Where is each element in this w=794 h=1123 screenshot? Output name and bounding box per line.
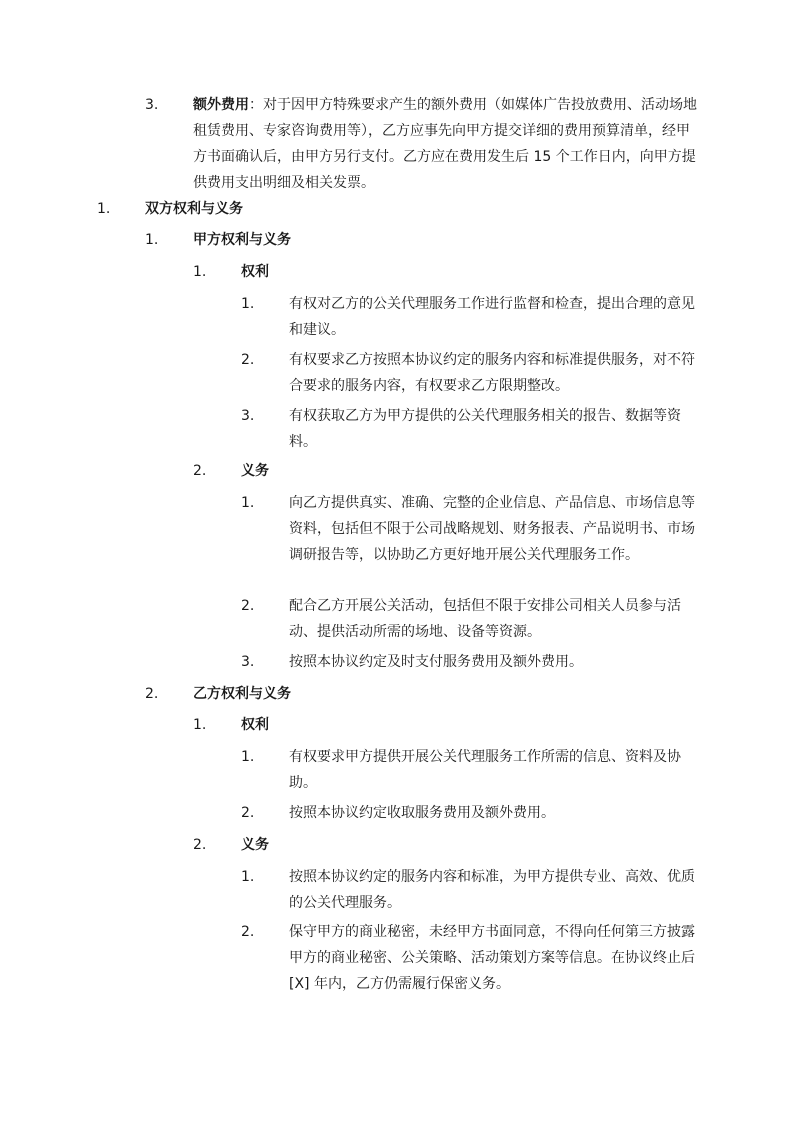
list-number: 1.: [97, 201, 111, 217]
list-number: 1.: [241, 869, 255, 885]
obligations-title: 义务: [241, 463, 269, 479]
rights-title: 权利: [241, 717, 269, 733]
list-number: 1.: [241, 495, 255, 511]
list-number: 2.: [241, 805, 255, 821]
list-number: 2.: [145, 686, 159, 702]
list-item-text: 按照本协议约定及时支付服务费用及额外费用。: [289, 654, 583, 670]
list-number: 3.: [145, 97, 159, 113]
list-number: 1.: [193, 264, 207, 280]
list-number: 3.: [241, 408, 255, 424]
rights-title: 权利: [241, 264, 269, 280]
list-number: 2.: [193, 837, 207, 853]
obligations-title: 义务: [241, 837, 269, 853]
list-item-text: 按照本协议约定收取服务费用及额外费用。: [289, 805, 555, 821]
list-number: 1.: [145, 232, 159, 248]
clause-title: 额外费用: [193, 97, 249, 113]
list-number: 2.: [241, 924, 255, 940]
list-item-text: 配合乙方开展公关活动，包括但不限于安排公司相关人员参与活动、提供活动所需的场地、设备等资源。: [289, 598, 681, 640]
list-number: 2.: [241, 352, 255, 368]
list-item-text: 有权要求甲方提供开展公关代理服务工作所需的信息、资料及协助。: [289, 749, 681, 791]
clause-text: [193, 92, 701, 196]
list-number: 1.: [241, 749, 255, 765]
list-number: 2.: [241, 598, 255, 614]
list-number: 2.: [193, 463, 207, 479]
party-b-title: 乙方权利与义务: [193, 686, 291, 702]
section-title: 双方权利与义务: [145, 201, 243, 217]
list-item-text: 保守甲方的商业秘密，未经甲方书面同意，不得向任何第三方披露甲方的商业秘密、公关策略、活动策划方案等信息。在协议终止后 [X] 年内，乙方仍需履行保密义务。: [289, 924, 695, 992]
list-item-text: 有权对乙方的公关代理服务工作进行监督和检查，提出合理的意见和建议。: [289, 296, 695, 338]
list-item-text: 按照本协议约定的服务内容和标准，为甲方提供专业、高效、优质的公关代理服务。: [289, 869, 695, 911]
list-number: 1.: [193, 717, 207, 733]
list-item-text: 向乙方提供真实、准确、完整的企业信息、产品信息、市场信息等资料，包括但不限于公司战略规划、财务报表、产品说明书、市场调研报告等，以协助乙方更好地开展公关代理服务工作。: [289, 495, 695, 563]
list-item-text: 有权要求乙方按照本协议约定的服务内容和标准提供服务，对不符合要求的服务内容，有权要求乙方限期整改。: [289, 352, 695, 394]
list-number: 1.: [241, 296, 255, 312]
party-a-title: 甲方权利与义务: [193, 232, 291, 248]
list-item-text: 有权获取乙方为甲方提供的公关代理服务相关的报告、数据等资料。: [289, 408, 681, 450]
clause-body: ：对于因甲方特殊要求产生的额外费用（如媒体广告投放费用、活动场地租赁费用、专家咨询费用等），乙方应事先向甲方提交详细的费用预算清单，经甲方书面确认后，由甲方另行支付。乙方应在费用发生后 15 个工作日内，向甲方提供费用支出明细及相关发票。: [193, 97, 697, 191]
list-number: 3.: [241, 654, 255, 670]
